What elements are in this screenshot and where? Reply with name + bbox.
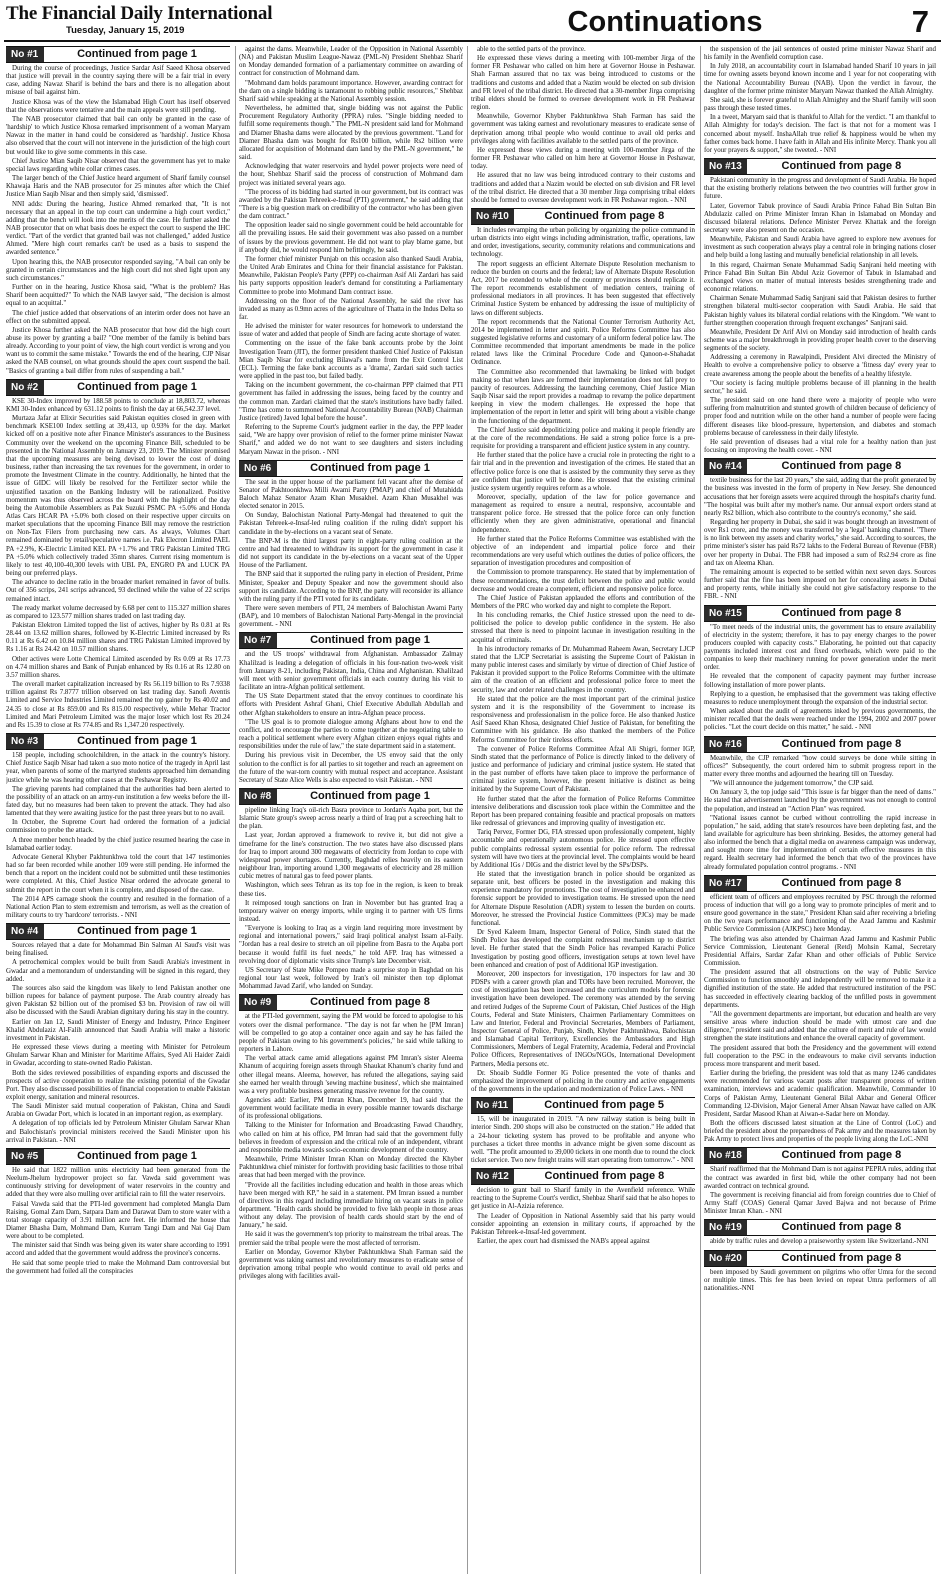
story-number-badge: No #18 — [704, 1148, 747, 1163]
story-block — [704, 1147, 936, 1216]
story-paragraph: The ready market volume decreased by 6.68 per cent to 115.327 million shares as compared to 123.577 million shares traded on last trading day. — [6, 604, 230, 620]
story-paragraph: been imposed by Saudi government on pilgrims who offer Umra for the second or multiple times. This fee has been levied on repeat Umra performers of all nationalities.-NNI — [704, 1268, 936, 1292]
story-paragraph: "National issues cannot be curbed without controlling the rapid increase in population," he said, adding that state's resources have been depleting fast, and the land available for agriculture has been shrinking. Besides, the attorney general had also informed the bench that a digital media on awareness campaign was underway, and sought more time for implementation of certain effective measures in this regard. Health secretary had informed the bench that two of the provinces have already formulated population control programs. - NNI — [704, 814, 936, 871]
continued-from-label: Continued from page 8 — [781, 1149, 902, 1162]
story-paragraph: The US State Department stated that the envoy continues to coordinate his efforts with President Ashraf Ghani, Chief Executive Abdullah Abdullah and other Afghan stakeholders to ensure an intra-Afghan peace process. — [239, 693, 463, 717]
story-block — [6, 923, 230, 1145]
continued-from-label: Continued from page 1 — [77, 380, 197, 393]
story-paragraph: Sharif reaffirmed that the Mohmand Dam is not against PEPRA rules, adding that the contract was awarded in first bid, while the other company had not been awarded contract on technical ground. — [704, 1166, 936, 1190]
story-block — [471, 1097, 695, 1165]
continued-from-label: Continued from page 8 — [544, 1170, 665, 1183]
story-paragraph: Earlier on Monday, Governor Khyber Pakhtunkhwa Shah Farman said the government was taking earnest and revolutionary measures to eradicate sense of deprivation among tribal people who would continue to avail old perks and privileges along with facilities avail- — [239, 1248, 463, 1281]
story-number-badge: No #6 — [239, 461, 277, 476]
story-paragraph: Moreover, 200 inspectors for investigation, 170 inspectors for law and 30 PDSPs with a career growth plan and TORs have been recruited. Moreover, the cost of investigation has been increased and the curriculum models for forensic investigation have been developed. The ceremony was attended by the serving and retired Judges of the Supreme Court of Pakistan, Chief Justices of the High Courts, Federal and State Ministers, Chairmen Parliamentary Committees on Law and Interior, Federal and Provincial Secretaries, Members of Parliament, Inspector General of Police, Punjab, Sindh, Khyber Pakhtunkhwa, Balochistan and Islamabad Capital Territory, Excellencies the Ambassadors and High Commissioners, Members of Legal Fraternity, Academia, Federal and Provincial Police Officers, Representatives of INGOs/NGOs, International Development Partners, Media persons etc. — [471, 970, 695, 1068]
story-paragraph: Agencies add: Earlier, PM Imran Khan, December 19, had said that the government would facilitate media in every possible manner towards discharge of its professional obligations. — [239, 1096, 463, 1121]
column-3 — [471, 46, 695, 1574]
story-paragraph: On January 3, the top judge said "This issue is far bigger than the need of dams." He stated that advertisement launched by the government was not enough to control the population, and instead an "Action Plan" was required. — [704, 789, 936, 813]
story-paragraph: He further stated that the Police Reforms Committee was established with the objective of an independent and impartial police force and their recommendations are very useful which outlines the duties of police officers, the separation of investigation procedures and composition of — [471, 535, 695, 568]
story-paragraph: He said that 1822 million units electricity had been generated from the Neelum-Jhelum hydropower project so far. Vawda said government was continuously striving for development of water reservoirs in the country and added that they were also mulling over artificial rain to fill the water reservoirs. — [6, 1166, 230, 1199]
story-paragraph: US Secretary of State Mike Pompeo made a surprise stop in Baghdad on his regional tour last week, followed by Iran's oil minister then top diplomat Mohammad Javad Zarif, who landed on Sunday. — [239, 966, 463, 991]
story-paragraph: In this regard, Chairman Senate Muhammad Sadiq Sanjrani held meeting with Prince Fahad Bin Sultan Bin Abdul Aziz Governor of Tabuk in Islamabad and exchanged views on matter of mutual interests besides strengthening trade and economic relations. — [704, 261, 936, 294]
story-number-badge: No #19 — [704, 1220, 747, 1235]
story-paragraph: She said, she is forever grateful to Allah Almighty and the Sharif family will soon pass through these tested times. — [704, 96, 936, 113]
continued-from-label: Continued from page 1 — [77, 1149, 197, 1162]
column-divider — [235, 46, 236, 1574]
continued-from-label: Continued from page 1 — [310, 789, 430, 802]
story-paragraph: Both the sides reviewed possibilities of expanding exports and discussed the prospects of active cooperation to realize the existing potential of the Gwadar Port. They also discussed possibilities of financial cooperation to enable Pakistan exploit energy, sanitation and mineral resources. — [6, 1069, 230, 1101]
story-paragraph: A petrochemical complex would be built from Saudi Arabia's investment in Gwadar and a memorandum of understanding will be signed in this regard, they added. — [6, 959, 230, 983]
continuation-header — [6, 46, 230, 63]
continuation-header — [239, 632, 463, 649]
continuation-header — [471, 1168, 695, 1185]
story-paragraph: He further stated that the police have a crucial role in protecting the right to a fair trial and in the prevention and investigation of the crimes. He stated that an effective police force is one that is assisted by the community they serve as they are confident that justice will be done. He stressed that the existing criminal justice system urgently requires reform as a whole. — [471, 452, 695, 492]
story-paragraph: The president said on one hand there were a majority of people who were suffering from malnutrition and stunted growth of children because of deficiency of proper food and nutrition while on the other hand a number of people were facing different diseases like blood-pressure, hypertension, and diabetes and stomach problems because of carelessness in their daily lifestyle. — [704, 397, 936, 437]
story-paragraph: KSE 30-Index improved by 188.58 points to conclude at 18,803.72, whereas KMI 30-Index enhanced by 631.12 points to finish the day at 66,542.37 level. — [6, 397, 230, 413]
continued-from-label: Continued from page 8 — [781, 460, 902, 473]
continuation-header — [471, 1097, 695, 1114]
story-paragraph: Meanwhile, Governor Khyber Pakhtunkhwa Shah Farman has said the government was taking earnest and revolutionary measures to eradicate sense of deprivation among tribal people who would continue to avail old perks and privileges along with facilities available to the settled parts of the province. — [471, 113, 695, 145]
column-divider — [700, 46, 701, 1574]
story-number-badge: No #17 — [704, 876, 747, 891]
story-paragraph: It reimposed tough sanctions on Iran in November but has granted Iraq a temporary waiver on energy imports, while urging it to partner with US firms instead. — [239, 899, 463, 923]
continued-from-label: Continued from page 1 — [77, 925, 197, 938]
story-paragraph: The BNP said that it supported the ruling party in election of President, Prime Minister, Speaker and Deputy Speaker and now the government should also support its candidate. According to the BNP, the party will reconsider its alliance with the ruling party if the PTI voted for its candidate. — [239, 571, 463, 603]
story-paragraph: The NAB prosecutor claimed that bail can only be granted in the case of 'hardship' to which Justice Khosa remarked imprisonment of a woman Maryam Nawaz in the matter in hand could be considered as 'hardship'. Justice Khosa also observed that the court will not intervene in the jurisdiction of the high court but would like to give some comments in this case. — [6, 115, 230, 156]
story-paragraph: Other actives were Lotte Chemical Limited ascended by Rs 0.09 at Rs 17.73 on 4.74 million shares and Bank of Punjab enhanced by Rs 0.16 at Rs 12.80 on 3.57 million shares. — [6, 655, 230, 679]
continued-from-label: Continued from page 1 — [310, 634, 430, 647]
story-paragraph: "Our society is facing multiple problems because of ill planning in the health sector," he said. — [704, 379, 936, 395]
story-paragraph: He said that some people tried to make the Mohmand Dam controversial but the government had foiled all the conspiracies — [6, 1259, 230, 1275]
story-paragraph: When asked about the audit of agreements inked by previous governments, the minister recalled that the deals were reached under the 1994, 2002 and 2007 power policies. "Let the court decide on this matter," he said. - NNI — [704, 708, 936, 732]
story-paragraph: Advocate General Khyber Pakhtunkhwa told the court that 147 testimonies had so far been recorded while another 109 were still pending. He informed the bench that a report on the incident could not be submitted until these testimonies were completed. At this, Chief Justice Nisar ordered the advocate general to submit the report in the court when it is complete, and disposed of the case. — [6, 853, 230, 894]
story-block — [704, 46, 936, 155]
continuation-header — [704, 458, 936, 475]
story-paragraph: On Sunday, Balochistan National Party-Mengal had threatened to quit the Pakistan Tehreek-e-Insaf-led ruling coalition if the ruling didn't support his candidate in the by-elections on a vacant seat of Senate. — [239, 512, 463, 536]
story-number-badge: No #14 — [704, 459, 747, 474]
story-paragraph: The seat in the upper house of the parliament fell vacant after the demise of Senator of Pakhtoonkhwa Milli Awami Party (PMAP) and chief of Mutahidda Baloch Mahaz Senator Azam Khan Musakhel. Azam Khan Musakhel was elected senator in 2015. — [239, 478, 463, 511]
story-paragraph: Justice Khosa further asked the NAB prosecutor that how did the high court abuse its power by granting a bail? "One member of the family is behind bars already. According to your point of view, the high court verdict is wrong and you want us to commit the same mistake." Towards the end of the hearing, CJP Nisar asked the NAB counsel, on what grounds should the apex court suspend the bail. "Basics of granting a bail differ from rules of suspending a bail." — [6, 326, 230, 375]
story-paragraph: The grieving parents had complained that the authorities had been alerted to the possibility of an attack on an army-run institution a few weeks before the ill-fated day, but no measures had been taken to prevent the attack. They had also lamented that they were awaiting justice for the past three years but to no avail. — [6, 785, 230, 818]
story-paragraph: Pakistani community in the progress and development of Saudi Arabia. He hoped that the existing brotherly relations between the two countries will further grow in future. — [704, 177, 936, 201]
continuation-header — [704, 1147, 936, 1164]
story-paragraph: The chief justice added that observations of an interim order does not have an effect on the submitted appeal. — [6, 309, 230, 325]
story-paragraph: Taking on the incumbent government, the co-chairman PPP claimed that PTI government has failed in addressing the issues, being faced by the country and the common man. Zardari claimed that the state's institutions have badly failed. "Time has come to summoned National Accountability Bureau (NAB) Chairman Justice (retired) Javed Iqbal before the house". — [239, 382, 463, 422]
story-paragraph: The report suggests an efficient Alternate Dispute Resolution mechanism to reduce the burden on courts and the federal; law of Alternate Dispute Resolution Act, 2017 be extended to whole of the country or provinces should replicate it. The report recommends establishment of mediation centers, training of professional mediators in all provinces. It has been suggested that effectively Criminal Justice System be enhanced by addressing the issue of multiplicity of laws on different subjects. — [471, 260, 695, 317]
story-paragraph: "We will announce the judgement tomorrow," the CJP said. — [710, 780, 874, 788]
story-number-badge: No #7 — [239, 633, 277, 648]
story-block — [6, 1148, 230, 1276]
story-paragraph: During the course of proceedings, Justice Sardar Asif Saeed Khosa observed that justice will prevail in the country saying there will be a fair trial in every case, adding Nawaz Sharif is behind the bars and there is no allegation about misuse of bail against him. — [6, 65, 230, 97]
story-paragraph: He expressed these views during a meeting with Minister for Petroleum Ghulam Sarwar Khan and Minister for Maritime Affairs, Syed Ali Haider Zaidi in Gwadar, according to state-owned Radio Pakistan. — [6, 1044, 230, 1068]
story-paragraph: He assured that no law was being introduced contrary to their customs and traditions and added that a Nazim would be elected on sub division and FR level of the tribal district. He directed that a 30 member Jirga comprising tribal elders should be formed to oversee development work in FR Peshawar region. - NNI — [471, 172, 695, 204]
story-paragraph: In his concluding remarks, the Chief Justice stressed upon the need to de-politicised the police to develop public confidence in the system. He also stressed that there is need to pinpoint lacunae in investigation resulting in the acquittal of criminals. — [471, 612, 695, 644]
story-paragraph: "Provide all the facilities including education and health in those areas which have been merged with KP," he said in a statement. PM Imran issued a number of directives in this regard including immediate hiring on vacant seats in police department. "Health cards should be provided to five lakh people in those areas without any delay. The provision of health cards should start by the end of January," he said. — [239, 1181, 463, 1230]
story-paragraph: Addressing on the floor of the National Assembly, he said the river has invaded as many as 0.9mn acres of the agriculture of Thatta in the Indus Delta so far. — [239, 297, 463, 321]
continuation-header — [704, 605, 936, 622]
story-number-badge: No #2 — [6, 380, 44, 395]
continuation-header — [704, 736, 936, 753]
story-paragraph: He said prevention of diseases had a vital role for a healthy nation than just focusing on improving the health cover. - NNI — [704, 438, 936, 455]
story-paragraph: Upon hearing this, the NAB prosecutor responded saying, "A bail can only be granted in certain circumstances and the high court did not shed light upon any such circumstances." — [6, 258, 230, 282]
story-number-badge: No #11 — [471, 1098, 513, 1113]
story-paragraph: He further stated that the after the formation of Police Reforms Committee intensive deliberations and discussion took place within the Committee and the Report has been prepared containing feasible and practical proposals on matters like redressal of grievances and improving quality of investigation etc. — [471, 795, 695, 828]
story-paragraph: In July 2018, an accountability court in Islamabad handed Sharif 10 years in jail time for owning assets beyond known income and 1 year for not cooperating with the National Accountability Bureau (NAB). Upon the verdict in favour, the daughter of the former prime minister Maryam Nawaz thanked the Allah Almighty. — [704, 63, 936, 95]
story-paragraph: Washington, which sees Tehran as its top foe in the region, is keen to break these ties. — [239, 882, 463, 898]
story-paragraph: "The US goal is to promote dialogue among Afghans about how to end the conflict, and to encourage the parties to come together at the negotiating table to reach a political settlement where every Afghan citizen enjoys equal rights and responsibilities under the rule of law," the state department said in a statement. — [239, 718, 463, 751]
story-paragraph: Talking to the Minister for Information and Broadcasting Fawad Chaudhry, who called on him at his office, PM Imran had said that the government fully believes in freedom of expression and the critical role of an independent, vibrant and responsible media towards socio-economic development of the country. — [239, 1122, 463, 1154]
story-paragraph: The report recommends that the National Counter Terrorism Authority Act, 2014 be implemented in letter and spirit. Police Reforms Committee has also suggested legislative reforms and customary of a uniform federal police law. The Committee recommended that important amendments be made in the police related laws like the Criminal Procedure Code and Qanoon-e-Shahadat Ordinance. — [471, 318, 695, 367]
continuation-header — [6, 379, 230, 396]
masthead — [6, 3, 273, 38]
story-paragraph: The Leader of Opposition in National Assembly said that his party would consider appointing an extension in military courts, if approached by the Pakistan Tehreek-e-Insaf-led government. — [471, 1212, 695, 1236]
story-paragraph: "Everyone is looking to Iraq as a virgin land requiring more investment by regional and international powers," said Iraqi political analyst Issam al-Faily. "Jordan has a real desire to stretch an oil pipeline from Basra to the Aqaba port because it would fulfil its fuel needs," he told AFP. Iraq has witnessed a revolving door of diplomatic visits since Trump's late December visit. — [239, 925, 463, 965]
story-paragraph: A delegation of top officials led by Petroleum Minister Ghulam Sarwar Khan and Balochistan's provincial ministers received the Saudi Minister upon his arrival in Pakistan. - NNI — [6, 1120, 230, 1144]
story-paragraph: The president assured that both the Presidency and the government will extend full cooperation to the PSC in the endeavours to make civil servants induction process more transparent and merit based. — [704, 1044, 936, 1068]
issue-date: Tuesday, January 15, 2019 — [66, 25, 185, 36]
continued-from-label: Continued from page 5 — [544, 1099, 665, 1112]
continued-from-label: Continued from page 8 — [310, 996, 430, 1009]
story-number-badge: No #3 — [6, 734, 44, 749]
story-paragraph: In a tweet, Maryam said that is thankful to Allah for the verdict. "I am thankful to Allah Almighty for today's decision. The fact is that not for a moment was I concerned about myself. InshaAllah true relief & happiness would be when my father comes back home. I have faith in Allah and His infinite Mercy. Thank you all for your prayers & support," she tweeted. - NNI — [704, 114, 936, 154]
story-paragraph: at the PTI-led government, saying the PM would be forced to apologise to his voters over the dismal performance. "The day is not far when he [PM Imran] will be compelled to go atop a container once again and say he has failed the people of Pakistan owing to his government's policies," he said while talking to reporters in Lahore. — [239, 1013, 463, 1054]
story-paragraph: Nevertheless, he admitted that, single bidding was not against the Public Procurement Regulatory Authority (PPRA) rules. "Single bidding needed to fulfill some requirements though." The PML-N president said land for Mohmand and Diamer Bhasha dams were allocated by the previous government. "Land for Diamer Bhasha dam was bought for Rs100 billion, while Rs2 billion were allocated for acquisition of Mohmand dam land by the PML-N government," he said. — [239, 105, 463, 162]
continuation-header — [239, 994, 463, 1011]
story-paragraph: It includes revamping the urban policing by organizing the police command in urban districts into eight wings including administration, traffic, operations, law and order, investigations, security, community relations and communications and technology. — [471, 226, 695, 259]
story-paragraph: Meanwhile, Pakistan and Saudi Arabia have agreed to explore new avenues for investment as such cooperation always play a central role in bringing nations closer and help build a long lasting and mutually beneficial relationship in all levels. — [704, 236, 936, 260]
story-number-badge: No #13 — [704, 159, 747, 174]
story-paragraph: A three member bench headed by the chief justice resumed hearing the case in Islamabad earlier today. — [6, 836, 230, 852]
story-paragraph: "The process of its bidding had started in our government, but its contract was awarded by the Pakistan Tehreek-e-Insaf (PTI) government," he said adding that "There is a big question mark on credibility of the contractor who has been given the dam contract." — [239, 188, 463, 221]
story-paragraph: Chief Justice Mian Saqib Nisar observed that the government has yet to make special laws regarding white collar crimes cases. — [6, 157, 230, 173]
story-paragraph: Meanwhile, Prime Minister Imran Khan on Monday directed the Khyber Pakhtunkhwa chief minister for forthwith providing basic facilities to those tribal areas that had been merged with the province. — [239, 1156, 463, 1180]
story-paragraph: The Chief Justice of Pakistan applauded the efforts and contribution of the Members of the PRC who worked day and night to complete the Report. — [471, 594, 695, 610]
story-paragraph: Dr. Shoaib Suddle Former IG Police presented the vote of thanks and emphasized the improvement of policing in the country and active engagements of the governments in the updation and modernization of Police Laws. - NNI — [471, 1069, 695, 1094]
column-4 — [704, 46, 936, 1574]
story-paragraph: Earlier on Jan 12, Saudi Minister of Energy and Industry, Prince Engineer Khalid Abdulaziz Al-Falih announced that Saudi Arabia will make a historic investment in Pakistan. — [6, 1018, 230, 1042]
story-block — [239, 788, 463, 991]
story-paragraph: Replying to a question, he emphasised that the government was taking effective measures to reduce unemployment through the expansion of the industrial sector. — [704, 690, 936, 706]
story-paragraph: the suspension of the jail sentences of ousted prime minister Nawaz Sharif and his family in the Avenfield corruption case. — [704, 46, 936, 62]
header-rule — [4, 40, 941, 42]
continued-from-label: Continued from page 8 — [781, 876, 902, 889]
story-paragraph: The former chief minister Punjab on this occasion also thanked Saudi Arabia, the United Arab Emirates and China for their financial assistance for Pakistan. Meanwhile, Pakistan People's Party (PPP) co-chairman Asif Ali Zardari has said his party supports opposition leader's demand for constituting a Parliamentary Committee to probe into Mohmand Dam contract issue. — [239, 255, 463, 296]
story-number-badge: No #16 — [704, 737, 747, 752]
page-number: 7 — [911, 4, 929, 39]
story-block — [6, 46, 230, 376]
story-paragraph: The sources also said the kingdom was likely to lend Pakistan another one billion rupees for balance of payment purpose. The Arab country already has given Pakistan $2 billion out of the promised $3 bn. Provision of raw oil will also be discussed with the Saudi Arabian dignitary during his stay in the country. — [6, 984, 230, 1017]
story-paragraph: There were seven members of PTI, 24 members of Balochistan Awami Party (BAP), and 10 members of Balochistan National Party-Mengal in the provincial government. - NNI — [239, 605, 463, 629]
story-paragraph: against the dams. Meanwhile, Leader of the Opposition in National Assembly (NA) and Pakistan Muslim League-Nawaz (PML-N) President Shehbaz Sharif on Monday demanded formation of a parliamentary committee on awarding of contract for construction of Mohmand dam. — [239, 46, 463, 78]
continued-from-label: Continued from page 8 — [781, 1221, 902, 1234]
story-block — [704, 1250, 936, 1293]
continued-from-label: Continued from page 8 — [781, 737, 902, 750]
continued-from-label: Continued from page 8 — [544, 209, 665, 222]
story-paragraph: Moreover, specially, updation of the law for police governance and management as required to ensure a neutral, responsive, accountable and transparent police force. He stressed that the police force can only function efficiently when they are given administrative, operational and financial independence. — [471, 493, 695, 534]
story-paragraph: Commenting on the issue of the fake bank accounts probe by the Joint Investigation Team (JIT), the former president thanked Chief Justice of Pakistan Mian Saqib Nisar for excluding Bilawal's name from the Exit Control List (ECL). Terming the fake bank accounts as a 'drama', Zardari said such tactics were applied in the past too, but failed badly. — [239, 340, 463, 381]
story-paragraph: Dr Syed Kaleem Imam, Inspector General of Police, Sindh stated that the Sindh Police has developed the complaint redressal mechanism up to district level. He further stated that the Sindh Police has revamped Karachi Police Investigation by posting good officers, investigation setups at town level have been enhanced and creation of post of Additional IGP investigation. — [471, 929, 695, 969]
story-paragraph: pipeline linking Iraq's oil-rich Basra province to Jordan's Aqaba port, but the Islamic State group's sweep across nearly a third of Iraq put a screeching halt to the plan. — [239, 806, 463, 831]
continued-from-label: Continued from page 8 — [781, 160, 902, 173]
story-paragraph: Acknowledging that water reservoirs and hydel power projects were need of the hour, Shehbaz Sharif said the process of construction of Mohmand dam project was initiated several years ago. — [239, 163, 463, 187]
story-block — [704, 458, 936, 601]
continuation-header — [6, 923, 230, 940]
story-paragraph: He stated that the police are the most important part of the criminal justice system and it is the responsibility of the Government to increase its responsiveness and professionalism in the police force. He also thanked Justice Asif Saeed Khan Khosa, designated Chief Justice of Pakistan, for benefiting the Committee with his guidance. He also thanked the members of the Police Reforms Committee for their tireless efforts. — [471, 695, 695, 744]
story-paragraph: Last year, Jordan approved a framework to revive it, but did not give a timeframe for the line's construction. The two states have also discussed plans for Iraq to import around 300 megawatts of electricity from Jordan to cope with widespread power shortages. Currently, Baghdad relies heavily on its eastern neighbour Iran, importing around 1,300 megawatts of electricity and 28 million cubic metres of natural gas to feed power plants. — [239, 832, 463, 881]
story-paragraph: 15, will be inaugurated in 2019. "A new railway station is being built in interior Sindh. 200 shops will also be constructed on the station." He added that a 24-hour ticketing system has proved to be profitable and anyone who purchases a ticket three months in advance might be given some discount as well. "The profit amounted to 39,000 tickets in one month due to round the clock ticket service. Two new freight trains will start operating from tomorrow." - NNI — [471, 1116, 695, 1164]
story-paragraph: The minister said that Sindh was being given its water share according to 1991 accord and added that the government would address the province's concerns. — [6, 1242, 230, 1258]
story-number-badge: No #15 — [704, 606, 747, 621]
story-block — [239, 994, 463, 1281]
story-paragraph: The larger bench of the Chief Justice heard argument of Sharif family counsel Khawaja Haris and the NAB prosecutor for 25 minutes after which the Chief Justice Mian Saqib Nisar and then simply said, 'dismissed'. — [6, 175, 230, 199]
story-block — [6, 733, 230, 920]
story-paragraph: Tariq Pervez, Former DG, FIA stressed upon professionally competent, highly accountable and operationally autonomous police. He stressed upon effective public complaints redressal system essential for police reform. The redressal system will have two tiers at the provincial level. The complaints would be heard by Additional IGs / DIGs and the district level by the SPs/DSPs. — [471, 829, 695, 869]
continued-from-label: Continued from page 1 — [77, 735, 197, 748]
story-block — [704, 736, 936, 872]
column-divider — [467, 46, 468, 1574]
story-number-badge: No #8 — [239, 789, 277, 804]
continuation-header — [704, 875, 936, 892]
story-paragraph: NNI adds: During the hearing, Justice Ahmed remarked that, "It is not necessary that an appeal in the top court can undermine a high court verdict," adding that the bench will look into the merits of the case. He further asked the NAB prosecutor that on what basis does he expect the court to suspend the IHC verdict. "Part of the verdict that granted bail was not challenged," added Justice Ahmed. "Mere high court remarks can't be used as a basis to suspend the awarded sentence." — [6, 200, 230, 257]
story-paragraph: Meanwhile, President Dr Arif Alvi on Monday said introduction of health cards scheme was a major breakthrough in providing proper health cover to the deserving segments of the society. — [704, 328, 936, 353]
column-2 — [239, 46, 463, 1574]
story-paragraph: He advised the minister for water resources for homework to understand the issue of water and added that people of Sindh are facing acute shortage of water. — [239, 323, 463, 339]
story-paragraph: Both the officers discussed latest situation at the Line of Control (LoC) and briefed the president about the preparedness of Pak army and the measures taken by Pak Army to protect lives and properties of the people living along the LoC.-NNI — [704, 1119, 936, 1144]
story-block — [704, 875, 936, 1145]
story-paragraph: In October, the Supreme Court had ordered the formation of a judicial commission to probe the attack. — [6, 819, 230, 835]
story-number-badge: No #5 — [6, 1149, 44, 1164]
story-number-badge: No #20 — [704, 1251, 747, 1266]
story-paragraph: The 2014 APS carnage shook the country and resulted in the formation of a National Action Plan to stem extremism and terrorism, as well as the creation of military courts to try 'hardcore' terrorists. - NNI — [6, 895, 230, 919]
continuation-header — [239, 788, 463, 805]
continuation-header — [239, 460, 463, 477]
story-paragraph: Earlier, the apex court had dismissed the NAB's appeal against — [477, 1238, 650, 1246]
story-paragraph: The remaining amount is expected to be settled within next seven days. Sources further said that the fine has been imposed on her for concealing assets in Dubai and property rents, while initially she could not give satisfactory response to the FBR. - NNI — [704, 568, 936, 601]
story-paragraph: Faisal Vawda said that the PTI-led government had completed Mangla Dam Raising, Gomal Zam Dam, Satpara Dam and Darawat Dam to store water with a total storage capacity of 3.91 million acre feet. He informed the house that Diamer Bhasha Dam, Mohmand Dam, Kurram Tangi Dam and Nai Gaj Dam were about to be completed. — [6, 1200, 230, 1241]
story-block — [471, 208, 695, 1094]
continuation-header — [6, 733, 230, 750]
story-paragraph: Addressing a ceremony in Rawalpindi, President Alvi directed the Ministry of Health to evolve a comprehensive policy to observe a 'fitness day' every year to create awareness among the people about the benefits of a healthy lifestyle. — [704, 354, 936, 378]
story-paragraph: Later, Governor Tabuk province of Saudi Arabia Prince Fahad Bin Sultan Bin Abdulaziz called on Prime Minister Imran Khan in Islamabad on Monday and discussed bilateral relations. Defence Minister Pervez Khattak and the foreign secretary were also present on the occasion. — [704, 202, 936, 234]
story-paragraph: and the US troops' withdrawal from Afghanistan. Ambassador Zalmay Khalilzad is leading a delegation of officials in his four-nation two-week visit from January 8-21, including Pakistan, India, China and Afghanistan. Khalilzad will meet with senior government officials in each country during his visit to facilitate an intra-Afghan political settlement. — [239, 651, 463, 692]
story-paragraph: The verbal attack came amid allegations against PM Imran's sister Aleema Khanum of acquiring foreign assets through Shaukat Khanum's charity fund and other illegal means. Aleema, however, has refuted the allegations, saying said she earned her wealth through 'sewing machine business', which she maintained was a very profitable business generating massive revenue for the country. — [239, 1055, 463, 1095]
continuation-header — [704, 1219, 936, 1236]
story-paragraph: "To meet needs of the industrial units, the government has to ensure availability of electricity in the system; therefore, it has to pay energy charges to the power producers coupled with capacity costs." Elaborating, he pointed out that capacity payments included interest cost and fixed overheads, which were paid to the companies to keep their machinery running for power generation under the merit order. — [704, 623, 936, 672]
story-block — [6, 379, 230, 730]
story-block — [239, 632, 463, 785]
story-paragraph: He stated that the investigation branch in police should be organized as separate unit, best officers be posted in the investigation and making this experience mandatory for promotions. The cost of investigation be enhanced and forensic support be provided to investigation teams. He stressed upon the need for Alternate Dispute Resolution (ADR) system to lessen the burden on courts. Moreover, he stressed the Provincial Justice Committees (PJCs) may be made functional. — [471, 871, 695, 927]
story-paragraph: Chairman Senate Muhammad Sadiq Sanjrani said that Pakistan desires to further strengthen bilateral multi-sector cooperation with Saudi Arabia. He said that Pakistan highly values its bilateral cordial relations with the Kingdom. "We want to further strengthen cooperation through frequent exchanges" Sanjrani said. — [704, 295, 936, 327]
story-paragraph: The opposition leader said no single government could be held accountable for all the prevailing issues. He said their government was also passed on a number of issues by the previous government. He did not want to play blame game, but if anybody did, he would respond him befittingly, he said. — [239, 222, 463, 254]
story-paragraph: able to the settled parts of the province. — [477, 46, 586, 53]
story-paragraph: Murtaza Jafar at Elixir Securities said Pakistan equities closed in green with benchmark KSE100 Index settling at 39,413, up 0.93% for the day. Market kicked off on a positive note after Finance Minister's assurances to the Business Community over the weekend on the upcoming Finance Bill, scheduled to be presented in the National Assembly on January 23, 2019. The Minister promised that the upcoming measures are being devised to lower the cost of doing business, rather than increasing the tax revenues for the government, in order to promote the Investment Climate in the country. Additionally, he hinted that the issue of GIDC will likely be resolved for the Fertilizer sector while the unjustified taxation on the Banking Industry will be rationalized. Positive momentum was thus observed across the board with the highlight of the day being the Automobile Assemblers as Pak Suzuki PSMC PA +5.0% and Honda Atlas Cars HCAR PA +5.0% both closed on their respective upper circuits on market speculations that the upcoming Finance Bill may remove the restriction on Non-Tax Filers from purchasing new cars. As always, Volumes Chart remained dominated by retail/speculative names i.e. Pak Elecron Limited PAEL PA +2.9%, K-Electric Limited KEL PA +1.7% and TRG Pakistan Limited TRG PA +5.0% which collectively traded 35mn shares. Current rising momentum is likely to test 40,100-40,300 levels with UBL PA, ENGRO PA and LUCK PA being our preferred plays. — [6, 415, 230, 578]
story-block — [471, 46, 695, 205]
story-paragraph: The government is receiving financial aid from foreign countries due to Chief of Army Staff (COAS) General Qamar Javed Bajwa and not because of Prime Minister Imran Khan. - NNI — [704, 1191, 936, 1216]
story-paragraph: In his introductory remarks of Dr. Muhammad Raheem Awan, Secretary LJCP stated that the LJCP Secretariat is assisting the Supreme Court of Pakistan in many public interest cases and similarly by virtue of direction of Chief Justice of Pakistan it provided support to the Police Reforms Committee with the ultimate aim of the creation of an efficient and professional police force to meet the security, law and order related challenges in the country. — [471, 645, 695, 694]
story-number-badge: No #9 — [239, 995, 277, 1010]
story-number-badge: No #12 — [471, 1169, 514, 1184]
continuation-header — [6, 1148, 230, 1165]
story-paragraph: abide by traffic rules and develop a praiseworthy system like Switzerland.-NNI — [710, 1238, 929, 1246]
story-paragraph: The Saudi Minister said mutual cooperation of Pakistan, China and Saudi Arabia on Gwadar Port, which is located in an important region, as exemplary. — [6, 1103, 230, 1119]
story-paragraph: textile business for the last 20 years," she said, adding that the profit generated by the business was invested in the form of property in New Jersey. She denounced accusations that her foreign assets were acquired through the hospital's charity fund. "The hospital was built after my mother's name. Our annual export orders stand at nearly Rs2 billion, which also contribute to the country's economy," she said. — [704, 477, 936, 517]
continuation-header — [704, 1250, 936, 1267]
column-1 — [6, 46, 230, 1574]
story-paragraph: The president assured that all obstructions on the way of Public Service Commission to function smoothly and independently will be removed to make it a dignified institution of the state. He added that restructured institution of the PSC has succeeded in effectively clearing backlog of the unfilled posts in government departments. — [704, 969, 936, 1009]
story-block — [704, 605, 936, 733]
story-paragraph: "All the government departments are important, but education and health are very sensitive areas where induction should be made with utmost care and due diligence," president said and added that the culture of merit and rule of law would strengthen the state institutions and enhance the overall capacity of government. — [704, 1010, 936, 1043]
section-title: Continuations — [567, 6, 763, 38]
story-block — [239, 46, 463, 457]
story-paragraph: Further on in the hearing, Justice Khosa said, "What is the problem? Has Sharif been acquitted?" To which the NAB lawyer said, "The decision is almost equal to an acquittal." — [6, 284, 230, 308]
story-paragraph: The briefing was also attended by Chairman Azad Jammu and Kashmir Public Service Commission, Lieutenant General (Retd) Mohsin Kamal, Secretary Presidential Affairs, Sardar Zafar Khan and other officials of Public Service Commission. — [704, 935, 936, 967]
story-paragraph: Justice Khosa was of the view the Islamabad High Court has itself observed that the observations were tentative and the main appeals were still pending. — [6, 98, 230, 114]
story-paragraph: He said it was the government's top priority to mainstream the tribal areas. The premier said the tribal people were the most affected of terrorism. — [239, 1231, 463, 1247]
story-block — [471, 1168, 695, 1246]
story-number-badge: No #10 — [471, 209, 514, 224]
newspaper-name: The Financial Daily International — [6, 3, 273, 24]
story-paragraph: He revealed that the component of capacity payment may further increase following installation of more power plants. — [704, 673, 936, 689]
story-paragraph: Meanwhile, the CJP remarked "how could surveys be done while sitting in offices?" Subsequently, the court ordered him to submit progress report in the matter every three months and adjourned the hearing till on Tuesday. — [704, 754, 936, 778]
continuation-header — [704, 158, 936, 175]
story-paragraph: The Chief Justice said depoliticizing police and making it people friendly are at the core of the recommendations. He said a strong police force is a pre-requisite for providing a transparent and efficient justice system in any country. — [471, 426, 695, 451]
story-paragraph: Regarding her property in Dubai, she said it was bought through an investment of over Rs1 crore, and the money was transferred by a 'legal' banking channel. "There is no link between my assets and charity works," she said. According to sources, the prime minister's sister has paid Rs72 lakhs to the Federal Bureau of Revenue (FBR) over her property in Dubai. The FBR had imposed a sum of Rs2.94 crore as fine and tax on Aleema Khan. — [704, 518, 936, 567]
story-paragraph: During his previous visit in December, the US envoy said that the only solution to the conflict is for all parties to sit together and reach an agreement on the future of the war-torn country with mutual respect and acceptance. Assistant Secretary of State Alice Wells is also expected to visit Pakistan. - NNI — [239, 752, 463, 784]
continuation-header — [471, 208, 695, 225]
story-paragraph: The convener of Police Reforms Committee Afzal Ali Shigri, former IGP, Sindh stated that the performance of Police is directly linked to the delivery of justice and performance of judiciary and criminal justice system. He stated that in the past number of efforts have taken place to improve the performance of criminal justice system, however, the present initiative is distinct as being initiated by the Supreme Court of Pakistan. — [471, 745, 695, 794]
continued-from-label: Continued from page 1 — [310, 461, 430, 474]
continued-from-label: Continued from page 1 — [77, 48, 197, 60]
story-paragraph: The Committee also recommended that lawmaking be linked with budget making so that when laws are formed their implementation does not fall prey to paucity of resources. Addressing the launching ceremony, Chief Justice Mian Saqib Nisar said the report provides a roadmap to revamp the police department keeping in view the modern challenges. He expressed the hope that implementation of the report in letter and spirit will bring about a visible change in the functioning of the department. — [471, 368, 695, 425]
story-paragraph: Sources relayed that a date for Mohammad Bin Salman Al Saud's visit was being finalised. — [6, 942, 230, 958]
story-paragraph: The overall market capitalization increased by Rs 56.119 billion to Rs 7.9338 trillion against Rs 7.8777 trillion observed on last trading day. Sanofi Aventis Limited and Service Industries Limited remained the top gainer by Rs 40.02 and 24.35 to close at Rs 859.00 and Rs 815.00 respectively, while Mehar Tractor Limited and Mari Petroleum Limited was the major loser which lost Rs 20.24 and Rs 15.39 to close at Rs 774.85 and Rs 1,347.20 respectively. — [6, 681, 230, 729]
continued-from-label: Continued from page 8 — [781, 606, 902, 619]
story-block — [704, 158, 936, 455]
story-number-badge: No #4 — [6, 924, 44, 939]
continued-from-label: Continued from page 8 — [781, 1251, 902, 1264]
story-paragraph: Referring to the Supreme Court's judgment earlier in the day, the PPP leader said, "We are happy over provision of relief to the former prime minister Nawaz Sharif," and added we do not want to see daughters and sisters including Maryam Nawaz in the prison. - NNI — [239, 424, 463, 456]
story-block — [704, 1219, 936, 1246]
story-paragraph: He expressed these views during a meeting with 100-member Jirga of the former FR Peshawar who called on him here at Governor House in Peshawar, today. — [471, 146, 695, 171]
story-paragraph: The BNP-M is the third largest party in eight-party ruling coalition at the centre and had threatened to withdraw its support for the government in case it did not support its candidate in the by-elections on a vacant seat of the Upper House of the Parliament. — [239, 537, 463, 570]
story-paragraph: "Mohmand dam holds paramount importance. However, awarding contract for the dam on a single bidding is tantamount to robbing public resources," Shehbaz Sharif said while speaking at the National Assembly session. — [239, 79, 463, 103]
story-paragraph: decision to grant bail to Sharif family in the Avenfield reference. While reacting to the Supreme Court's verdict, Shehbaz Sharif said that he also hopes to get justice in Al-Azizia reference. — [471, 1187, 695, 1211]
story-block — [239, 460, 463, 630]
story-paragraph: He expressed these views during a meeting with 100-member Jirga of the former FR Peshawar who called on him here at Governor House in Peshawar. Shah Farman assured that no tax was being introduced to customs or the traditions and customs and added that a Nazim would be elected on sub division and FR level of the tribal district. He directed that a 30-member Jirga comprising tribal elders should be formed to oversee development work in FR Peshawar region. — [471, 55, 695, 112]
story-paragraph: 158 people, including schoolchildren, in the attack in the country's history. Chief Justice Saqib Nisar had taken a suo moto notice of the tragedy in April last year, when parents of some of the martyred students approached him demanding justice while he was hearing other cases at the Peshawar Registry. — [6, 752, 230, 784]
story-paragraph: the Commission to promote transparency. He stated that by implementation of these recommendations, the trust deficit between the police and public would decrease and would create a competent, efficient and responsive police force. — [471, 569, 695, 593]
story-paragraph: Pakistan Elektron Limited topped the list of actives, higher by Rs 0.81 at Rs 28.44 on 13.62 million shares, followed by K-Electric Limited increased by Rs 0.11 at Rs 6.42 on 10.84 million shares and TRG Pakistan Limited improved by Rs 1.16 at Rs 24.42 on 10.57 million shares. — [6, 622, 230, 654]
story-number-badge: No #1 — [6, 47, 44, 62]
story-paragraph: Earlier during the briefing, the president was told that as many 1246 candidates were recommended for various vacant posts after transparent process of written examination, interviews and academic qualification. Meanwhile, Commander 10 Corps of Pakistan Army, Lieutenant General Bilal Akbar and General Officer Commanding 12-Division, Major General Amer Ahsan Nawaz have called on AJK President, Sardar Masood Khan at Aiwan-e-Sadar here on Monday. — [704, 1070, 936, 1118]
story-paragraph: The advance to decline ratio in the broader market remained in favor of bulls. Out of 356 scrips, 241 scrips advanced, 93 declined while the value of 22 scrips remained intact. — [6, 579, 230, 603]
story-paragraph: efficient team of officers and employees recruited by PSC through the reformed process of induction that will go a long way to promote principles of merit and to ensure good governance in the state," President Khan said after receiving a briefing on the two years performance and functioning of the Azad Jammu and Kashmir Public Service Commission (AJKPSC) here Monday. — [704, 893, 936, 934]
